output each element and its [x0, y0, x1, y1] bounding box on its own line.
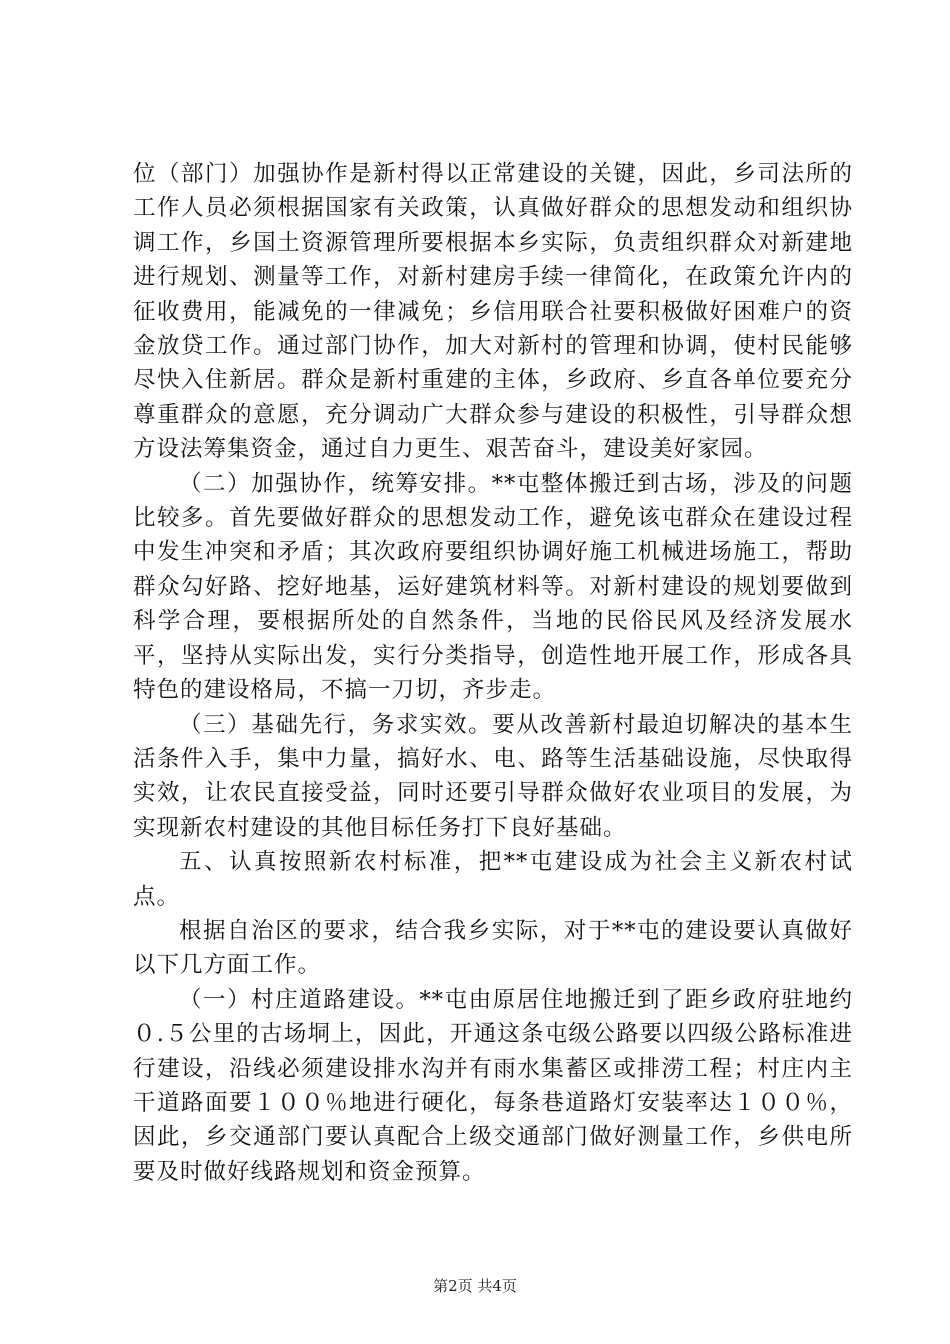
paragraph-4: 五、认真按照新农村标准，把**屯建设成为社会主义新农村试点。 [133, 849, 853, 910]
body-text [133, 157, 853, 1189]
paragraph-2: （二）加强协作，统筹安排。**屯整体搬迁到古场，涉及的问题比较多。首先要做好群众的思想发动工作，避免该屯群众在建设过程中发生冲突和矛盾；其次政府要组织协调好施工机械进场施工，帮助群众勾好路、挖好地基，运好建筑材料等。对新村建设的规划要做到科学合理，要根据所处的自然条件，当地的民俗民风及经济发展水平，坚持从实际出发，实行分类指导，创造性地开展工作，形成各具特色的建设格局，不搞一刀切，齐步走。 [133, 470, 853, 704]
paragraph-1: 位（部门）加强协作是新村得以正常建设的关键，因此，乡司法所的工作人员必须根据国家有关政策，认真做好群众的思想发动和组织协调工作，乡国土资源管理所要根据本乡实际，负责组织群众对新建地进行规划、测量等工作，对新村建房手续一律简化，在政策允许内的征收费用，能减免的一律减免；乡信用联合社要积极做好困难户的资金放贷工作。通过部门协作，加大对新村的管理和协调，使村民能够尽快入住新居。群众是新村重建的主体，乡政府、乡直各单位要充分尊重群众的意愿，充分调动广大群众参与建设的积极性，引导群众想方设法筹集资金，通过自力更生、艰苦奋斗，建设美好家园。 [133, 161, 853, 463]
paragraph-3: （三）基础先行，务求实效。要从改善新村最迫切解决的基本生活条件入手，集中力量，搞好水、电、路等生活基础设施，尽快取得实效，让农民直接受益，同时还要引导群众做好农业项目的发展，为实现新农村建设的其他目标任务打下良好基础。 [133, 711, 853, 841]
page-number-footer: 第2页 共4页 [433, 1277, 517, 1295]
paragraph-6: （一）村庄道路建设。**屯由原居住地搬迁到了距乡政府驻地约０.５公里的古场垌上，因此，开通这条屯级公路要以四级公路标准进行建设，沿线必须建设排水沟并有雨水集蓄区或排涝工程；村庄内主干道路面要１００％地进行硬化，每条巷道路灯安装率达１００％，因此，乡交通部门要认真配合上级交通部门做好测量工作，乡供电所要及时做好线路规划和资金预算。 [133, 986, 853, 1185]
paragraph-5: 根据自治区的要求，结合我乡实际，对于**屯的建设要认真做好以下几方面工作。 [133, 917, 853, 979]
